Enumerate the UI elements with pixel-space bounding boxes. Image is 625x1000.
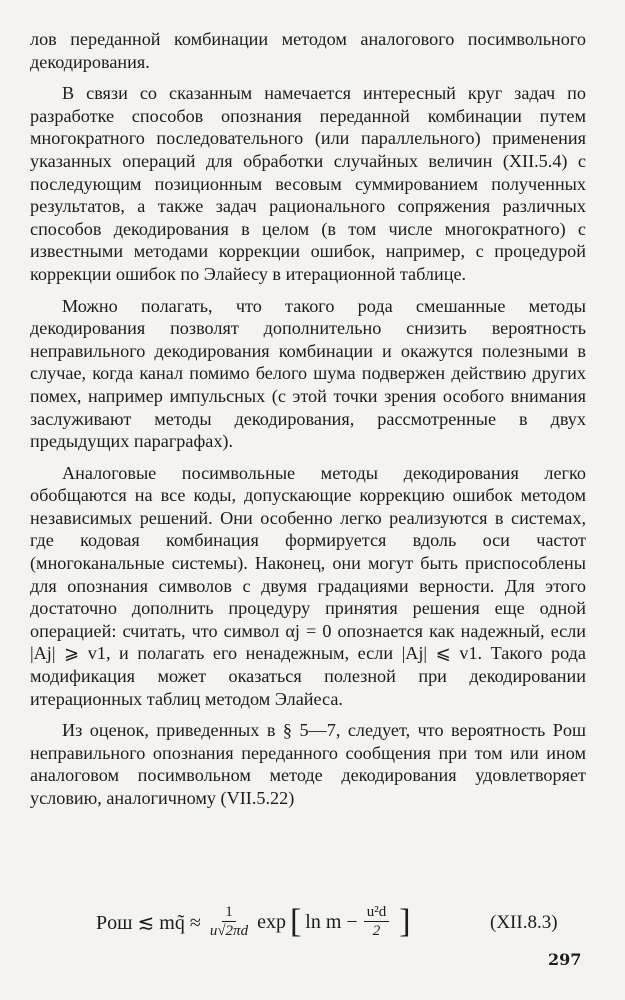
formula-lhs: Pош ≲ mq̃ ≈ [96,911,201,934]
fraction-1-denominator: u√2πd [209,922,249,939]
fraction-2-numerator: u²d [364,904,390,922]
equation-number: (XII.8.3) [490,912,558,933]
paragraph-2: В связи со сказанным намечается интересный круг задач по разработке способов опознания переданной комбинации путем многократного последовательного (или параллельного) применения указанных операций для обработки случайных величин (XII.5.4) с последующим позиционным весовым суммированием полученных результатов, а также задач рационального сопряжения различных способов декодирования в целом (в том числе многократного) с известными методами коррекции ошибок, например, с процедурой коррекции ошибок по Элайесу в итерационной таблице. [30,83,586,284]
paragraph-5: Из оценок, приведенных в § 5—7, следует, что вероятность Pош неправильного опознания переданного сообщения при том или ином аналоговом посимвольном методе декодирования удовлетворяет условию, аналогичному (VII.5.22) [30,720,586,808]
paragraph-4: Аналоговые посимвольные методы декодирования легко обобщаются на все коды, допускающие коррекцию ошибок методом независимых решений. Они особенно легко реализуются в системах, где кодовая комбинация формируется вдоль оси частот (многоканальные системы). Наконец, они могут быть приспособлены для опознания символов с двумя градациями верности. Для этого достаточно дополнить процедуру принятия решения еще одной операцией: считать, что символ αj = 0 опознается как надежный, если |Aj| ⩾ v1, и полагать его ненадежным, если |Aj| ⩽ v1. Такого рода модификация может оказаться полезной при декодировании итерационных таблиц методом Элайеса. [30,462,586,709]
right-bracket: ] [399,903,411,940]
formula-ln-term: ln m − [305,910,358,933]
fraction-2-denominator: 2 [372,922,381,939]
fraction-1-numerator: 1 [222,904,236,922]
fraction-2 [364,904,390,941]
paragraph-3: Можно полагать, что такого рода смешанные методы декодирования позволят дополнительно снизить вероятность неправильного декодирования комбинации и окажутся полезными в случае, когда канал помимо белого шума подвержен действию других помех, например импульсных (с этой точки зрения особого внимания заслуживают методы декодирования, рассмотренные в двух предыдущих параграфах). [30,295,586,452]
fraction-1 [207,904,251,941]
page-number: 297 [548,950,582,969]
paragraph-1: лов переданной комбинации методом аналогового посимвольного декодирования. [30,29,586,72]
body-text [30,28,586,819]
left-bracket: [ [289,903,302,940]
formula-xii-8-3 [0,894,625,954]
formula-exp: exp [257,910,286,933]
